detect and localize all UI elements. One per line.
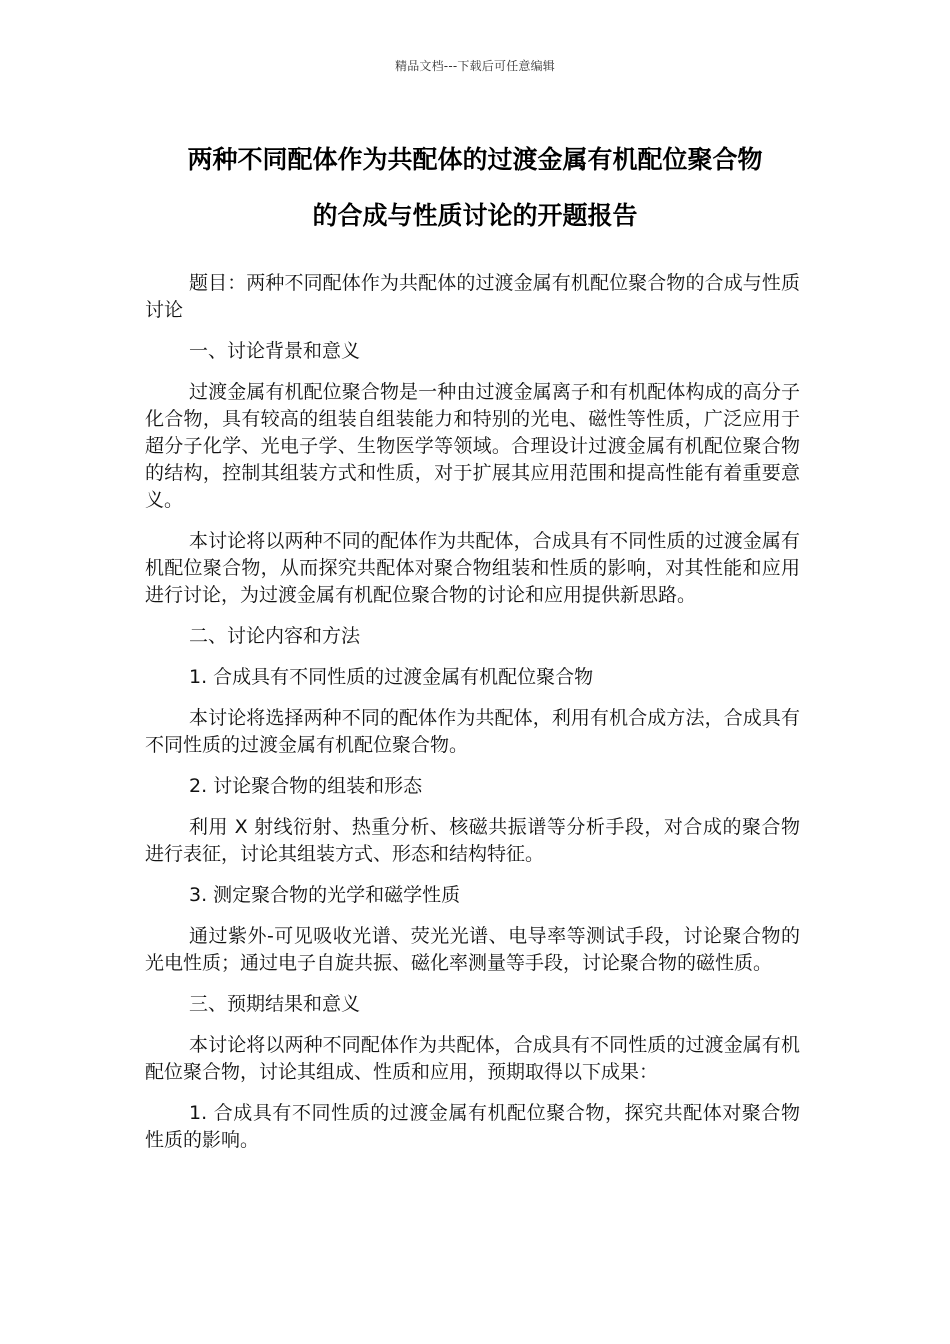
subject-paragraph: 题目：两种不同配体作为共配体的过渡金属有机配位聚合物的合成与性质讨论	[145, 272, 800, 321]
synthesis-paragraph: 本讨论将选择两种不同的配体作为共配体，利用有机合成方法，合成具有不同性质的过渡金属有机配位聚合物。	[145, 707, 800, 756]
title-line-2: 的合成与性质讨论的开题报告	[312, 201, 638, 230]
section-heading-content-methods: 二、讨论内容和方法	[189, 625, 361, 647]
title-line-1: 两种不同配体作为共配体的过渡金属有机配位聚合物	[187, 145, 763, 174]
background-paragraph: 过渡金属有机配位聚合物是一种由过渡金属离子和有机配体构成的高分子化合物，具有较高的组装自组装能力和特别的光电、磁性等性质，广泛应用于超分子化学、光电子学、生物医学等领域。合理设计过渡金属有机配位聚合物的结构，控制其组装方式和性质，对于扩展其应用范围和提高性能有着重要意义。	[145, 381, 800, 511]
header-note: 精品文档---下载后可任意编辑	[395, 59, 555, 73]
expected-results-paragraph: 本讨论将以两种不同配体作为共配体，合成具有不同性质的过渡金属有机配位聚合物，讨论其组成、性质和应用，预期取得以下成果：	[145, 1034, 800, 1083]
item-heading-properties: 3. 测定聚合物的光学和磁学性质	[189, 884, 461, 906]
section-heading-background: 一、讨论背景和意义	[189, 340, 361, 362]
document-body	[145, 270, 800, 1168]
item-heading-assembly: 2. 讨论聚合物的组装和形态	[189, 775, 423, 797]
item-heading-synthesis: 1. 合成具有不同性质的过渡金属有机配位聚合物	[189, 666, 594, 688]
section-heading-expected-results: 三、预期结果和意义	[189, 993, 361, 1015]
significance-paragraph: 本讨论将以两种不同的配体作为共配体，合成具有不同性质的过渡金属有机配位聚合物，从而探究共配体对聚合物组装和性质的影响，对其性能和应用进行讨论，为过渡金属有机配位聚合物的讨论和应用提供新思路。	[145, 530, 800, 606]
properties-paragraph: 通过紫外-可见吸收光谱、荧光光谱、电导率等测试手段，讨论聚合物的光电性质；通过电子自旋共振、磁化率测量等手段，讨论聚合物的磁性质。	[145, 925, 800, 974]
document-title	[100, 132, 850, 244]
expected-result-item-1: 1. 合成具有不同性质的过渡金属有机配位聚合物，探究共配体对聚合物性质的影响。	[145, 1102, 800, 1151]
assembly-paragraph: 利用 X 射线衍射、热重分析、核磁共振谱等分析手段，对合成的聚合物进行表征，讨论其组装方式、形态和结构特征。	[145, 816, 800, 865]
